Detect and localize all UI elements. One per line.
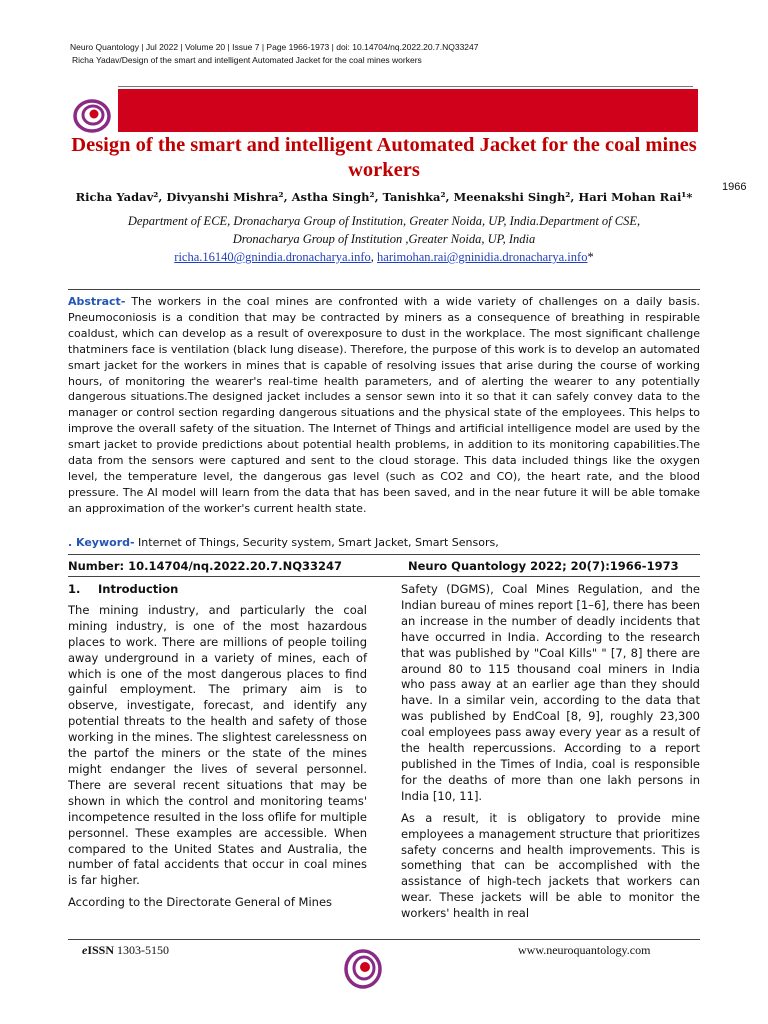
eissn-e: e	[82, 943, 88, 957]
header-rule	[118, 86, 693, 87]
running-header-citation: Neuro Quantology | Jul 2022 | Volume 20 | Issue 7 | Page 1966-1973 | doi: 10.14704/nq.2022.20.7.NQ33247	[70, 42, 479, 52]
footer-journal-logo-icon	[343, 948, 383, 990]
header-red-bar	[118, 89, 698, 132]
affiliation	[70, 212, 698, 248]
keywords	[68, 536, 700, 549]
corresponding-mark: *	[587, 250, 594, 264]
affiliation-line-1: Department of ECE, Dronacharya Group of Institution, Greater Noida, UP, India.Department of CSE,	[127, 214, 641, 228]
paragraph: According to the Directorate General of Mines	[68, 895, 333, 910]
paper-title: Design of the smart and intelligent Automated Jacket for the coal mines workers	[71, 134, 697, 181]
author-emails	[70, 250, 698, 265]
email-link-2[interactable]: harimohan.rai@gninidia.dronacharya.info	[377, 250, 588, 264]
number-line-top-rule	[68, 554, 700, 555]
email-separator: ,	[370, 250, 378, 264]
paragraph: The mining industry, and particularly the coal mining industry, is one of the most hazardous places to work. There are millions of people toiling away underground in a variety of mines, each of which is one of the most dangerous places to find gainful employment. The primary aim is to observe, investigate, forecast, and identify any potential threats to the health and safety of those working in the mines. The slightest carelessness on the partof the miners or the state of the mines might endanger the lives of several personnel. There are several recent situations that may be shown in which the control and monitoring teams' incompetence resulted in the loss oflife for multiple personnel. These examples are accessible. When compared to the United States and Australia, the number of fatal accidents that occur in coal mines is far higher.	[68, 602, 367, 888]
doi-number-line	[68, 559, 700, 573]
journal-logo-icon	[72, 98, 112, 134]
eissn-number: 1303-5150	[114, 943, 170, 957]
body-column-left	[68, 582, 367, 917]
email-link-1[interactable]: richa.16140@gnindia.dronacharya.info	[174, 250, 371, 264]
journal-website: www.neuroquantology.com	[518, 943, 651, 957]
section-title: Introduction	[98, 582, 179, 596]
journal-citation: Neuro Quantology 2022; 20(7):1966-1973	[408, 559, 679, 573]
page-number: 1966	[722, 181, 747, 193]
section-heading	[68, 582, 367, 598]
abstract-label: Abstract-	[68, 295, 126, 308]
eissn-label: ISSN	[87, 943, 115, 957]
paragraph: As a result, it is obligatory to provide mine employees a management structure that prioritizes safety concerns and health improvements. This is something that can be accomplished with the assistance of high-tech jackets that workers can wear. These jackets will be able to monitor the workers' health in real	[401, 810, 700, 921]
affiliation-line-2: Dronacharya Group of Institution ,Greater Noida, UP, India	[232, 232, 536, 246]
eissn	[82, 943, 169, 958]
keyword-text: Internet of Things, Security system, Smart Jacket, Smart Sensors,	[134, 536, 499, 549]
section-number: 1.	[68, 582, 81, 596]
footer-rule	[68, 939, 700, 940]
body-column-right	[401, 582, 700, 928]
abstract-text: The workers in the coal mines are confronted with a wide variety of challenges on a daily basis. Pneumoconiosis is a condition that may be contracted by miners as a consequence of breathing in respirable coaldust, which can develop as a result of overexposure to dust in the workplace. The most significant challenge thatminers face is ventilation (black lung disease). Therefore, the purpose of this work is to develop an automated smart jacket for the workers in mines that is capable of resolving issues that arise during the course of working hours, of monitoring the wearer's real-time health parameters, and of alerting the wearer to any potentially dangerous situations.The designed jacket includes a sensor sewn into it so that it can safely convey data to the manager or control section regarding dangerous situations and the physical state of the employees. This helps to improve the overall safety of the situation. The Internet of Things and artificial intelligence model are used by the smart jacket to provide predictions about potential health problems, in addition to its monitoring capabilities.The data from the sensors were captured and sent to the cloud storage. This data included things like the oxygen level, the temperature level, the dangerous gas level (such as CO2 and CO), the heart rate, and the blood pressure. The AI model will learn from the data that has been saved, and in the near future it will be able tomake an approximation of the worker's current health state.	[68, 295, 700, 515]
author-list: Richa Yadav², Divyanshi Mishra², Astha Singh², Tanishka², Meenakshi Singh², Hari Mohan Rai¹*	[75, 190, 693, 204]
keyword-label: Keyword-	[76, 536, 135, 549]
abstract	[68, 294, 700, 517]
running-header-author-title: Richa Yadav/Design of the smart and intelligent Automated Jacket for the coal mines workers	[72, 55, 422, 65]
number-line-bottom-rule	[68, 576, 700, 577]
paragraph: Safety (DGMS), Coal Mines Regulation, and the Indian bureau of mines report [1–6], there has been an increase in the number of deadly incidents that have occurred in India. According to the research that was published by "Coal Kills" " [7, 8] there are around 80 to 115 thousand coal miners in India who pass away at an earlier age than they should have. In a similar vein, according to the data that was published by EndCoal [8, 9], roughly 23,300 coal employees pass away every year as a result of the health repercussions. According to a report published in the Times of India, coal is responsible for the deaths of more than one lakh persons in India [10, 11].	[401, 582, 700, 803]
keyword-prefix: .	[68, 536, 77, 549]
abstract-top-rule	[68, 289, 700, 290]
doi-number: Number: 10.14704/nq.2022.20.7.NQ33247	[68, 559, 342, 573]
